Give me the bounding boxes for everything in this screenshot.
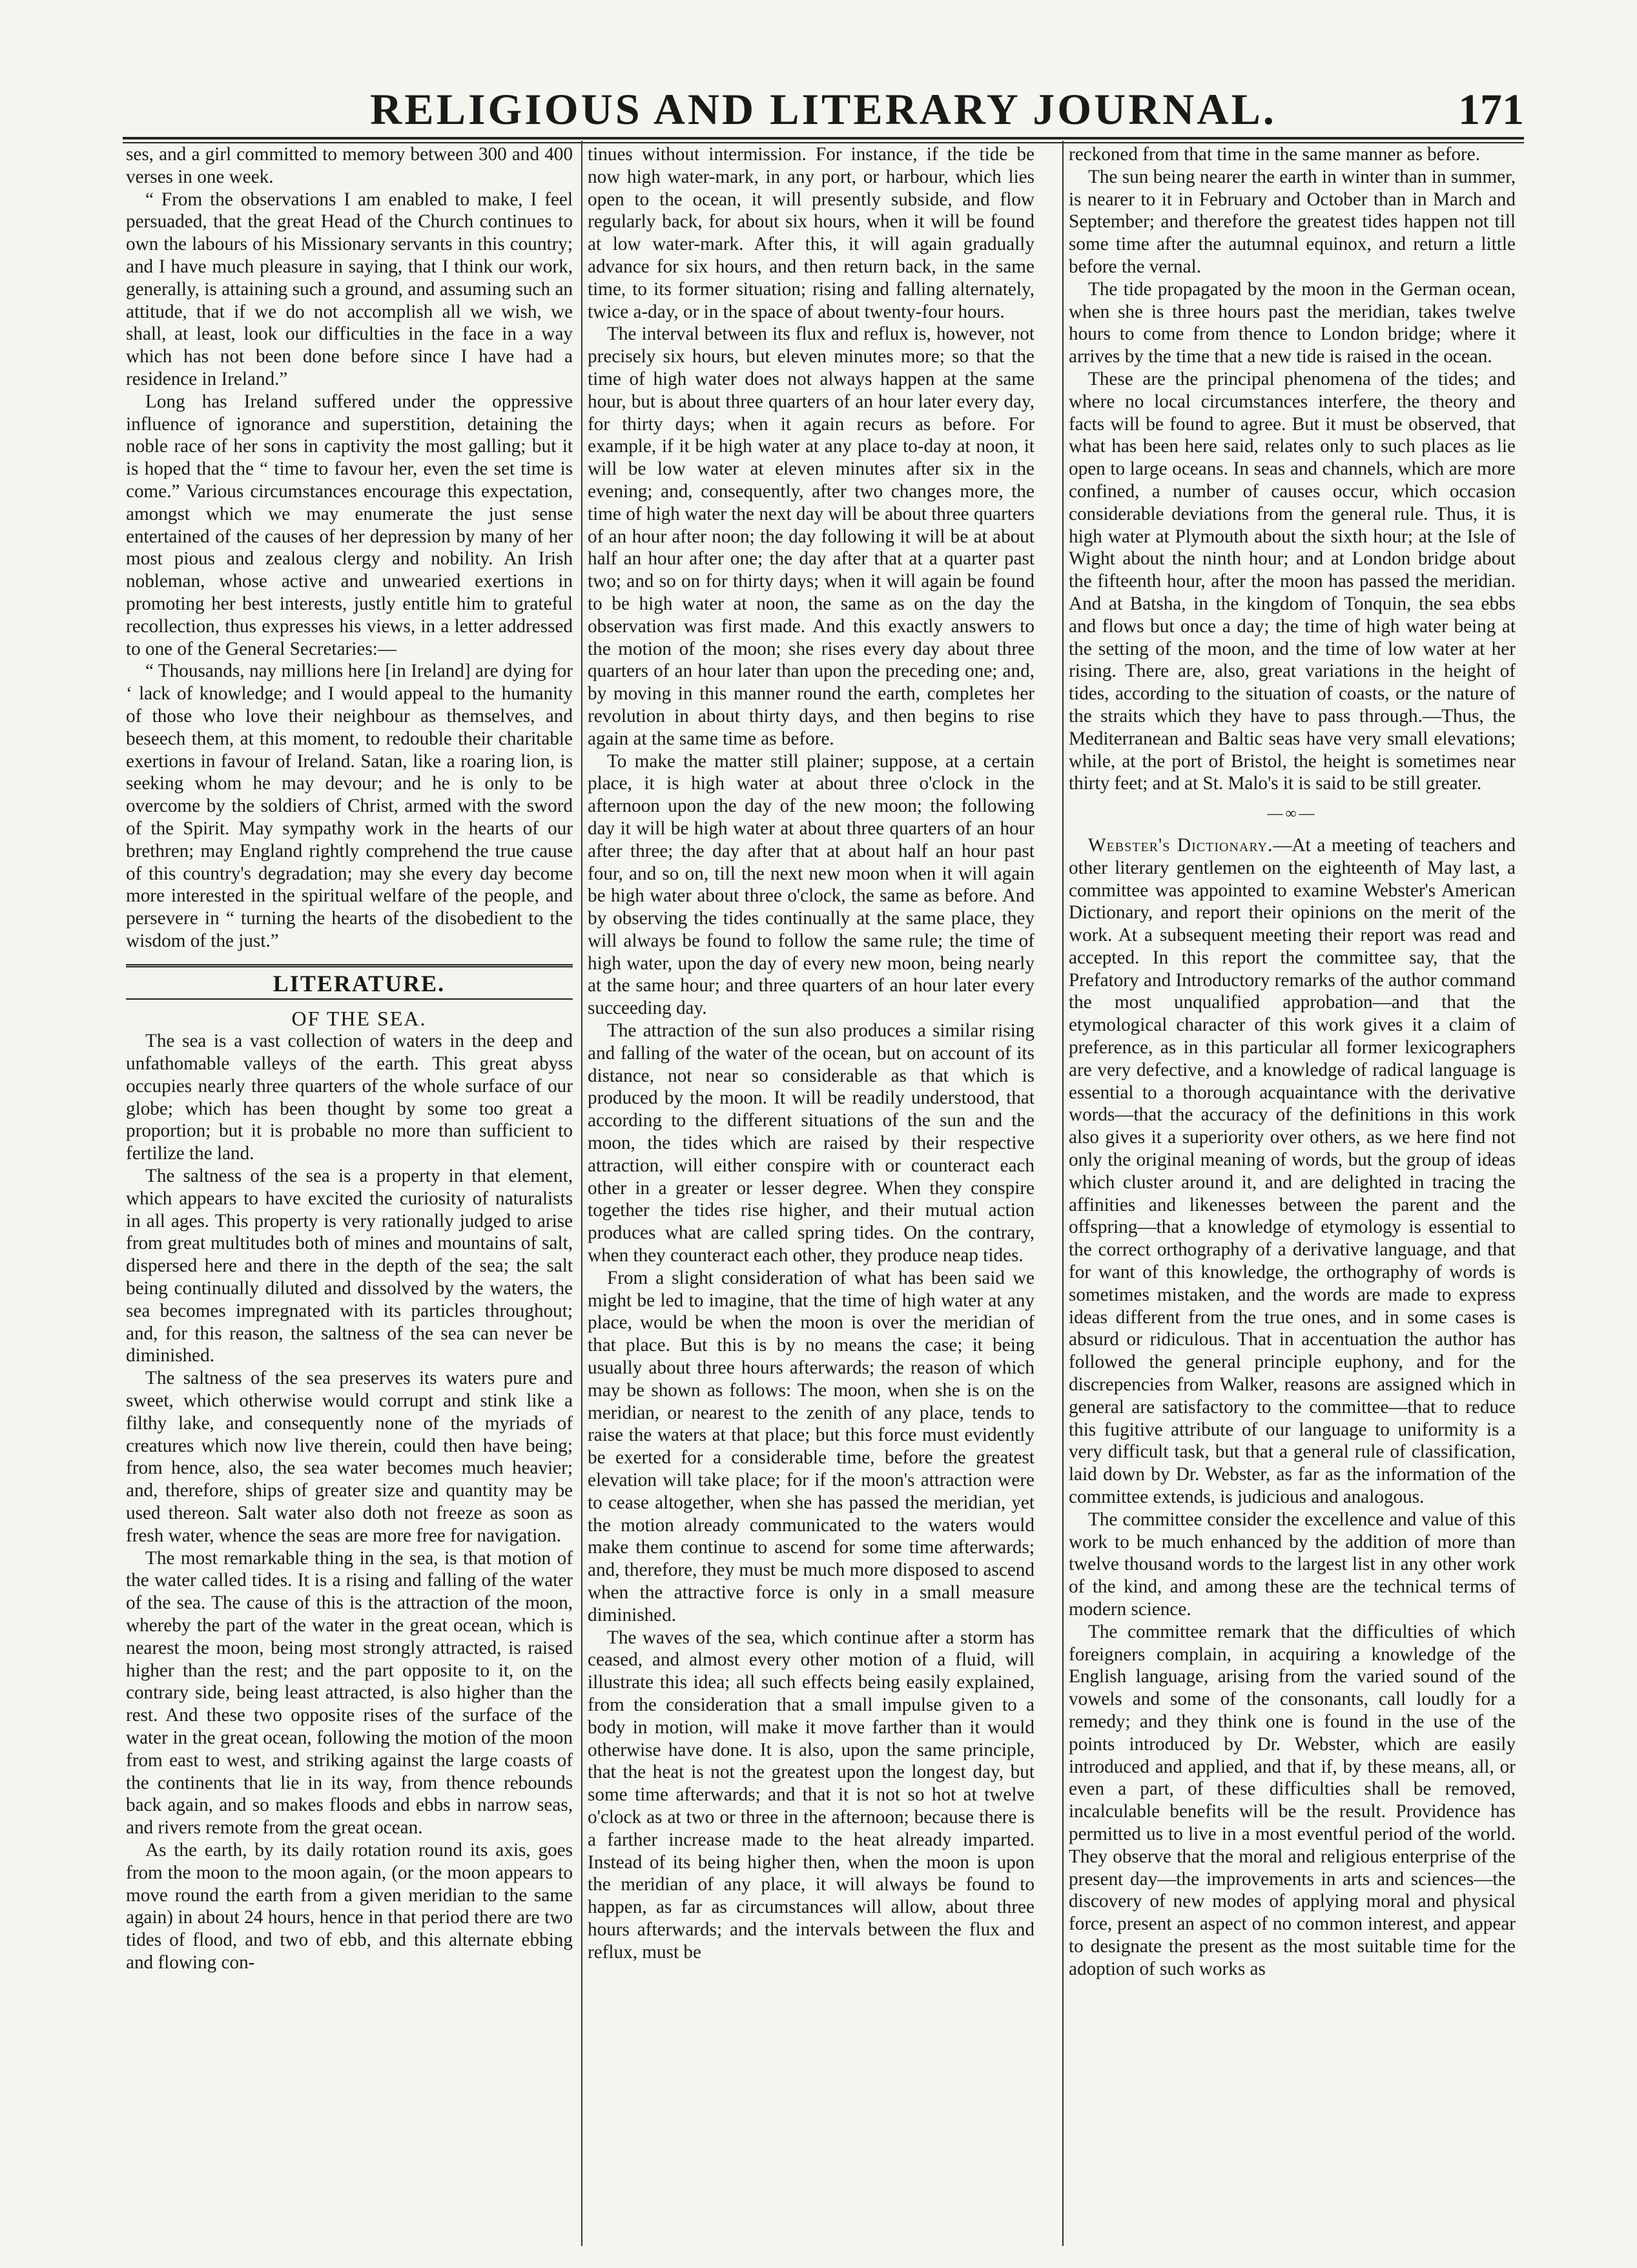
ornament-divider: —∞—	[1267, 805, 1317, 823]
header-rule	[123, 137, 1524, 139]
paragraph: As the earth, by its daily rotation round its axis, goes from the moon to the moon again, (or the moon appears to move round the earth from a given meridian to the same again) in about 24 hours, hence in that period there are two tides of flood, and two of ebb, and this alternate ebbing and flowing con-	[126, 1839, 573, 1973]
paragraph: To make the matter still plainer; suppose, at a certain place, it is high water at about three o'clock in the afternoon upon the day of the new moon; the following day it will be high water at about three quarters of an hour after three; the day after that at about half an hour past four, and so on, till the next new moon when it will again be high water about three o'clock, the same as before. And by observing the tides continually at the same place, they will always be found to follow the same rule; the time of high water, upon the day of every new moon, being nearly at the same hour; and three quarters of an hour later every succeeding day.	[588, 750, 1035, 1019]
paragraph: The sea is a vast collection of waters in the deep and unfathomable valleys of the earth. This great abyss occupies nearly three quarters of the whole surface of our globe; which has been thought by some too great a proportion; but it is probable no more than sufficient to fertilize the land.	[126, 1031, 573, 1164]
column-divider	[581, 141, 582, 2246]
paragraph: The saltness of the sea is a property in that element, which appears to have excited the curiosity of naturalists in all ages. This property is very rationally judged to arise from great multitudes both of mines and mountains of salt, dispersed here and there in the depth of the sea; the salt being continually diluted and dissolved by the waters, the sea becomes impregnated with its particles throughout; and, for this reason, the saltness of the sea can never be diminished.	[126, 1166, 573, 1366]
paragraph: The interval between its flux and reflux is, however, not precisely six hours, but eleven minutes more; so that the time of high water does not always happen at the same hour, but is about three quarters of an hour later every day, for thirty days; when it again recurs as before. For example, if it be high water at any place to-day at noon, it will be low water at eleven minutes after six in the evening; and, consequently, after two changes more, the time of high water the next day will be about three quarters of an hour after noon; the day following it will be at about half an hour after one; the day after that at a quarter past two; and so on for thirty days; when it will again be found to be high water at noon, the same as on the day the observation was first made. And this exactly answers to the motion of the moon; she rises every day about three quarters of an hour later than upon the preceding one; and, by moving in this manner round the earth, completes her revolution in about thirty days, and then begins to rise again at the same time as before.	[588, 324, 1035, 749]
column-1	[126, 143, 573, 2242]
paragraph: From a slight consideration of what has been said we might be led to imagine, that the time of high water at any place, would be when the moon is over the meridian of that place. But this is by no means the case; it being usually about three hours afterwards; the reason of which may be shown as follows: The moon, when she is on the meridian, or nearest to the zenith of any place, tends to raise the waters at that place; but this force must evidently be exerted for a considerable time, before the greatest elevation will take place; for if the moon's attraction were to cease altogether, when she has passed the meridian, yet the motion already communicated to the waters would make them continue to ascend for some time afterwards; and, therefore, they must be much more disposed to ascend when the attractive force is only in a small measure diminished.	[588, 1267, 1035, 1625]
section-rule	[126, 964, 573, 967]
paragraph: The most remarkable thing in the sea, is that motion of the water called tides. It is a rising and falling of the water of the sea. The cause of this is the attraction of the moon, whereby the part of the water in the great ocean, which is nearest the moon, being most strongly attracted, is raised higher than the rest; and the part opposite to it, on the contrary side, being least attracted, is also higher than the rest. And these two opposite rises of the surface of the water in the great ocean, following the motion of the moon from east to west, and striking against the large coasts of the continents that lie in its way, from thence rebounds back again, and so makes floods and ebbs in narrow seas, and rivers remote from the great ocean.	[126, 1547, 573, 1839]
paragraph: “ Thousands, nay millions here [in Ireland] are dying for ‘ lack of knowledge; and I would appeal to the humanity of those who love their neighbour as themselves, and beseech them, at this moment, to redouble their charitable exertions in favour of Ireland. Satan, like a roaring lion, is seeking whom he may devour; and he is only to be overcome by the soldiers of Christ, armed with the sword of the Spirit. May sympathy work in the hearts of our brethren; may England rightly comprehend the true cause of this country's degradation; may she every day become more interested in the spiritual welfare of the people, and persevere in “ turning the hearts of the disobedient to the wisdom of the just.”	[126, 661, 573, 951]
paragraph: The committee consider the excellence and value of this work to be much enhanced by the addition of more than twelve thousand words to the largest list in any other work of the kind, and among these are the technical terms of modern science.	[1069, 1509, 1516, 1620]
column-2	[588, 143, 1035, 2242]
paragraph: The saltness of the sea preserves its waters pure and sweet, which otherwise would corrupt and stink like a filthy lake, and consequently none of the myriads of creatures which now live therein, could then have being; from hence, also, the sea water becomes much heavier; and, therefore, ships of greater size and quantity may be used thereon. Salt water also doth not freeze as soon as fresh water, whence the seas are more free for navigation.	[126, 1368, 573, 1546]
paragraph: The committee remark that the difficulties of which foreigners complain, in acquiring a knowledge of the English language, arising from the varied sound of the vowels and some of the consonants, call loudly for a remedy; and they think one is found in the use of the points introduced by Dr. Webster, which are easily introduced and applied, and that if, by these means, all, or even a part, of these difficulties shall be removed, incalculable benefits will be the result. Providence has permitted us to live in a most eventful period of the world. They observe that the moral and religious enterprise of the present day—the improvements in arts and sciences—the discovery of new modes of applying moral and physical force, present an aspect of no common interest, and appear to designate the present as the most suitable time for the adoption of such works as	[1069, 1621, 1516, 1979]
column-divider	[1062, 141, 1064, 2246]
paragraph: “ From the observations I am enabled to make, I feel persuaded, that the great Head of the Church continues to own the labours of his Missionary servants in this country; and I have much pleasure in saying, that I think our work, generally, is attaining such a ground, and assuming such an attitude, that if we do not accomplish all we wish, we shall, at least, look our difficulties in the face in a way which has not been done before since I have had a residence in Ireland.”	[126, 189, 573, 389]
page-header	[123, 84, 1524, 136]
article-heading: OF THE SEA.	[291, 1007, 427, 1031]
paragraph: Long has Ireland suffered under the oppressive influence of ignorance and superstition, detaining the noble race of her sons in captivity the most galling; but it is hoped that the “ time to favour her, even the set time is come.” Various circumstances encourage this expectation, amongst which we may enumerate the just sense entertained of the causes of her depression by many of her most pious and zealous clergy and nobility. An Irish nobleman, whose active and unwearied exertions in promoting her best interests, justly entitle him to grateful recollection, thus expresses his views, in a letter addressed to one of the General Secretaries:—	[126, 391, 573, 659]
article-lead: Webster's Dictionary.	[1088, 834, 1273, 856]
column-3	[1069, 143, 1516, 2242]
page-number: 171	[1458, 85, 1524, 134]
paragraph: The waves of the sea, which continue after a storm has ceased, and almost every other motion of a fluid, will illustrate this idea; all such effects being easily explained, from the consideration that a small impulse given to a body in motion, will make it move farther than it would otherwise have done. It is also, upon the same principle, that the heat is not the greatest upon the longest day, but some time afterwards; and that it is not so hot at twelve o'clock as at two or three in the afternoon; because there is a farther increase made to the heat already imparted. Instead of its being higher then, when the moon is upon the meridian of any place, it will always be found to happen, as far as circumstances will allow, about three hours afterwards; and the intervals between the flux and reflux, must be	[588, 1627, 1035, 1963]
paragraph: reckoned from that time in the same manner as before.	[1069, 144, 1481, 165]
paragraph: tinues without intermission. For instance, if the tide be now high water-mark, in any port, or harbour, which lies open to the ocean, it will presently subside, and flow regularly back, for about six hours, when it will be found at low water-mark. After this, it will again gradually advance for six hours, and then return back, in the same time, to its former situation; rising and falling alternately, twice a-day, or in the space of about twenty-four hours.	[588, 144, 1035, 322]
paragraph: The tide propagated by the moon in the German ocean, when she is three hours past the meridian, takes twelve hours to come from thence to London bridge; where it arrives by the time that a new tide is raised in the ocean.	[1069, 278, 1516, 367]
journal-title: RELIGIOUS AND LITERARY JOURNAL.	[370, 85, 1277, 134]
paragraph: These are the principal phenomena of the tides; and where no local circumstances interfere, the theory and facts will be found to agree. But it must be observed, that what has been here said, relates only to such places as lie open to large oceans. In seas and channels, which are more confined, a number of causes occur, which occasion considerable deviations from the general rule. Thus, it is high water at Plymouth about the sixth hour; at the Isle of Wight about the ninth hour; and at London bridge about the fifteenth hour, after the moon has passed the meridian. And at Batsha, in the kingdom of Tonquin, the sea ebbs and flows but once a day; the time of high water being at the setting of the moon, and the time of low water at her rising. There are, also, great variations in the height of tides, according to the situation of coasts, or the nature of the straits which they have to pass through.—Thus, the Mediterranean and Baltic seas have very small elevations; while, at the port of Bristol, the height is sometimes near thirty feet; and at St. Malo's it is said to be still greater.	[1069, 368, 1516, 794]
section-rule	[126, 998, 573, 1000]
paragraph: The attraction of the sun also produces a similar rising and falling of the water of the ocean, but on account of its distance, not near so considerable as that which is produced by the moon. It will be readily understood, that according to the different situations of the sun and the moon, the tides which are raised by their respective attraction, will either conspire with or counteract each other in a greater or lesser degree. When they conspire together the tides rise higher, and their mutual action produces what are called spring tides. On the contrary, when they counteract each other, they produce neap tides.	[588, 1020, 1035, 1266]
paragraph-text: —At a meeting of teachers and other literary gentlemen on the eighteenth of May last, a committee was appointed to examine Webster's American Dictionary, and report their opinions on the merit of the work. At a subsequent meeting their report was read and accepted. In this report the committee say, that the Prefatory and Introductory remarks of the author command the most unqualified approbation—and that the etymological character of this work gives it a claim of preference, as in this particular all former lexicographers are very defective, and a knowledge of radical language is essential to a thorough acquaintance with the derivative words—that the accuracy of the definitions in this work also gives it a superiority over others, as we here find not only the original meaning of words, but the group of ideas which cluster around it, and are delighted in tracing the affinities and likenesses between the parent and the offspring—that a knowledge of etymology is essential to the correct orthography of a derivative language, and that for want of this knowledge, the orthography of words is sometimes mistaken, and the words are made to express ideas different from the true ones, and in some cases is absurd or ridiculous. That in accentuation the author has followed the general principle euphony, and for the discrepencies from Walker, reasons are assigned which in general are satisfactory to the committee—that to reduce this fugitive attribute of our language to uniformity is a very difficult task, but that a general rule of classification, laid down by Dr. Webster, as far as the information of the committee extends, is judicious and analogous.	[1069, 834, 1516, 1508]
paragraph	[1069, 834, 1516, 1509]
paragraph: ses, and a girl committed to memory between 300 and 400 verses in one week.	[126, 144, 573, 187]
section-heading: LITERATURE.	[273, 970, 446, 996]
paragraph: The sun being nearer the earth in winter than in summer, is nearer to it in February and October than in March and September; and therefore the greatest tides happen not till some time after the autumnal equinox, and return a little before the vernal.	[1069, 166, 1516, 277]
